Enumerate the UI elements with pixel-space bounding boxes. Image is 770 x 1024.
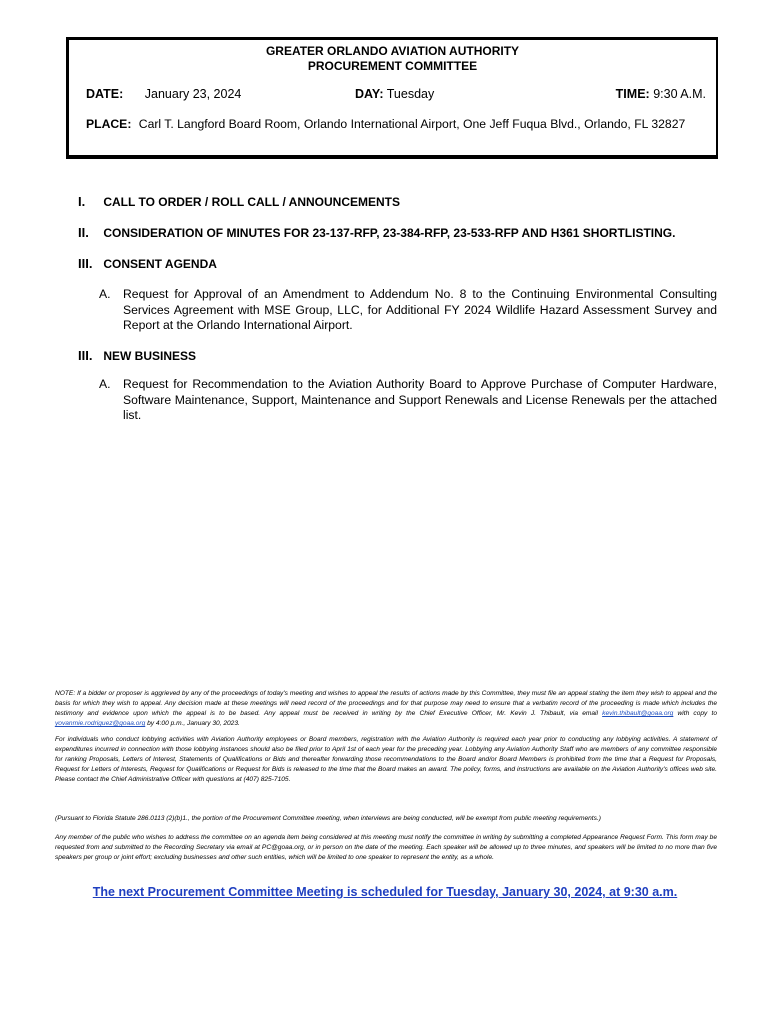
consent-item-a [99, 287, 717, 334]
item-text: Request for Recommendation to the Aviation Authority Board to Approve Purchase of Computer Hardware, Software Maintenance, Support, Maintenance and Support Renewals and License Renewals per the attached list. [123, 377, 717, 422]
new-business-item-a [99, 377, 717, 424]
section-number: III. [78, 348, 93, 363]
section-number: I. [78, 194, 86, 209]
place-label: PLACE [86, 117, 128, 131]
section-title: CALL TO ORDER / ROLL CALL / ANNOUNCEMENTS [103, 195, 401, 209]
day-value: Tuesday [386, 87, 435, 101]
date-field: DATE: January 23, 2024 [86, 87, 242, 101]
appeal-note-text: NOTE: If a bidder or proposer is aggrieved by any of the proceedings of today's meeting and wishes to appeal the results of actions made by this Committee, they must file an appeal stating the item they wish to appeal and the basis for which they wish to appeal. Any decision made at these meetings will need record of the proceedings and for that purpose may need to ensure that a verbatim record of the proceeding is made which includes the testimony and evidence upon which the appeal is to be based. Any appeal must be received in writing by the Chief Executive Officer, Mr. Kevin J. Thibault, via email [55, 690, 717, 717]
lobbying-note: For individuals who conduct lobbying activities with Aviation Authority employees or Board members, registration with the Aviation Authority is required each year prior to conducting any lobbying activities. A statement of expenditures incurred in connection with those lobbying instances should also be filed prior to April 1st of each year for the preceding year. Lobbying any Aviation Authority Staff who are members of any committee responsible for ranking Proposals, Letters of Interest, Statements of Qualifications or Bids and thereafter forwarding those recommendations to the Board and/or Board Members is prohibited from the time that a Request for Proposals, Request for Letters of Interests, Request for Qualifications or Request for Bids is released to the time that the Board makes an award. The policy, forms, and instructions are available on the Aviation Authority's offices web site. Please contact the Chief Administrative Officer with questions at (407) 825-7105. [55, 736, 717, 783]
section-consent-agenda [78, 256, 217, 271]
appeal-note-deadline: by 4:00 p.m., January 30, 2023. [147, 720, 240, 727]
header-title-block [69, 44, 716, 74]
section-new-business [78, 348, 196, 363]
date-value: January 23, 2024 [144, 87, 242, 101]
item-text: Request for Approval of an Amendment to Addendum No. 8 to the Continuing Environmental Consulting Services Agreement with MSE Group, LLC, for Additional FY 2024 Wildlife Hazard Assessment Survey and Report at the Orlando International Airport. [123, 287, 717, 332]
section-number: II. [78, 225, 89, 240]
date-label: DATE [86, 87, 120, 101]
public-comment-note: Any member of the public who wishes to address the committee on an agenda item being considered at this meeting must notify the committee in writing by submitting a completed Appearance Request Form. This form may be requested from and submitted to the Recording Secretary via email at PC@goaa.org, or in person on the date of the meeting. Each speaker will be allowed up to three minutes, and speakers will be limited to no more than five speakers per group or joint effort; excluding businesses and other such entities, which will be limited to one speaker to represent the entity, as a whole. [55, 834, 717, 861]
meeting-header-box [66, 37, 718, 159]
time-field: TIME: 9:30 A.M. [615, 87, 706, 101]
copy-email-link[interactable]: yovanmie.rodriguez@goaa.org [55, 720, 146, 727]
next-meeting-notice: The next Procurement Committee Meeting is scheduled for Tuesday, January 30, 2024, at 9:30 a.m. [92, 885, 678, 899]
org-name: GREATER ORLANDO AVIATION AUTHORITY [265, 44, 520, 58]
day-label: DAY [355, 87, 380, 101]
statute-note: (Pursuant to Florida Statute 286.0113 (2)(b)1., the portion of the Procurement Committee meeting, when interviews are being conducted, will be exempt from public meeting requirements.) [55, 815, 601, 822]
time-value: 9:30 A.M. [653, 87, 706, 101]
place-field: PLACE: Carl T. Langford Board Room, Orlando International Airport, One Jeff Fuqua Blvd., Orlando, FL 32827 [86, 117, 686, 131]
place-value: Carl T. Langford Board Room, Orlando International Airport, One Jeff Fuqua Blvd., Orlando, FL 32827 [138, 117, 686, 131]
section-title: NEW BUSINESS [103, 349, 197, 363]
section-minutes [78, 225, 675, 240]
section-title: CONSIDERATION OF MINUTES FOR 23-137-RFP, 23-384-RFP, 23-533-RFP AND H361 SHORTLISTING. [103, 226, 676, 240]
section-title: CONSENT AGENDA [103, 257, 217, 271]
appeal-note-copy: with copy to [677, 710, 718, 717]
day-field: DAY: Tuesday [355, 87, 435, 101]
ceo-email-link[interactable]: kevin.thibault@goaa.org [602, 710, 674, 717]
time-label: TIME [615, 87, 646, 101]
appeal-note [55, 689, 717, 729]
section-number: III. [78, 256, 93, 271]
item-letter: A. [99, 287, 111, 301]
item-letter: A. [99, 377, 111, 391]
section-call-to-order [78, 194, 400, 209]
committee-name: PROCUREMENT COMMITTEE [307, 59, 478, 73]
